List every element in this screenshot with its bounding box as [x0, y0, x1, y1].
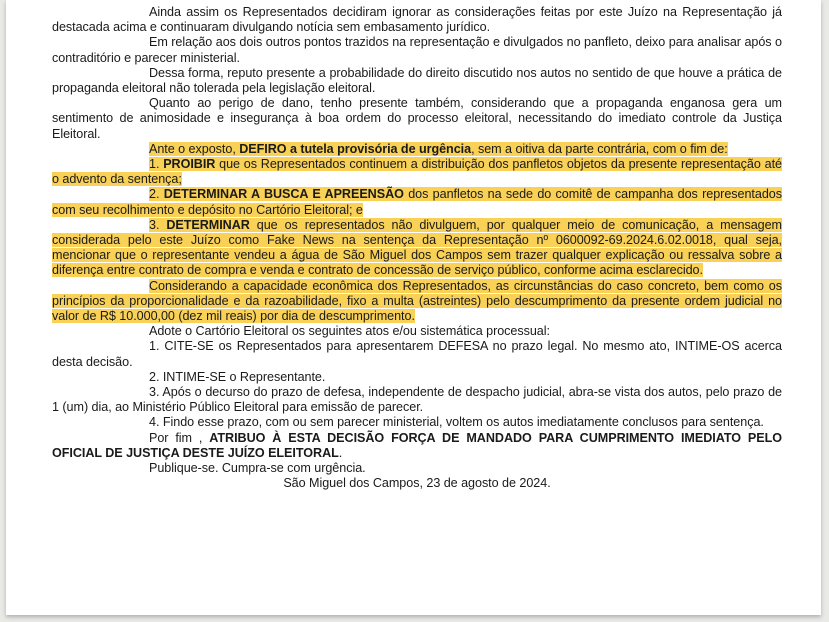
- paragraph: [52, 461, 782, 476]
- paragraph: [52, 187, 782, 217]
- text-run: Dessa forma, reputo presente a probabilidade do direito discutido nos autos no sentido de que houve a prática de propaganda eleitoral não tolerada pela legislação eleitoral.: [52, 65, 782, 96]
- bold-text: ATRIBUO À ESTA DECISÃO FORÇA DE MANDADO PARA CUMPRIMENTO IMEDIATO PELO OFICIAL DE JUSTIÇA DESTE JUÍZO ELEITORAL: [52, 430, 782, 460]
- paragraph: [52, 279, 782, 325]
- bold-text: PROIBIR: [163, 157, 216, 172]
- text-run: que os Representados continuem a distribuição dos panfletos objetos da presente representação até o advento da sentença;: [52, 157, 782, 187]
- text-run: Quanto ao perigo de dano, tenho presente também, considerando que a propaganda enganosa gera um sentimento de animosidade e insegurança à boa ordem do processo eleitoral, necessitando do imediato controle da Justiça Eleitoral.: [52, 96, 782, 141]
- highlight: [52, 279, 782, 323]
- decision-text: [52, 5, 782, 492]
- paragraph: [52, 370, 782, 385]
- highlight: [52, 157, 782, 186]
- text-run: Ainda assim os Representados decidiram ignorar as considerações feitas por este Juízo na Representação já destacada acima e continuaram divulgando notícia sem embasamento jurídico.: [52, 5, 782, 35]
- text-run: 3. Após o decurso do prazo de defesa, independente de despacho judicial, abra-se vista dos autos, pelo prazo de 1 (um) dia, ao Ministério Público Eleitoral para emissão de parecer.: [52, 385, 782, 415]
- bold-text: DEFIRO a tutela provisória de urgência: [239, 141, 472, 156]
- highlight: [52, 218, 782, 278]
- document-page: [6, 0, 821, 615]
- paragraph: [52, 142, 782, 157]
- text-run: Adote o Cartório Eleitoral os seguintes atos e/ou sistemática processual:: [149, 324, 550, 339]
- text-run: 3.: [149, 217, 167, 232]
- text-run: Ante o exposto,: [149, 141, 240, 156]
- paragraph: [52, 339, 782, 369]
- paragraph: [52, 218, 782, 279]
- paragraph: [52, 385, 782, 415]
- bold-text: DETERMINAR: [166, 217, 250, 232]
- text-run: 1.: [149, 157, 164, 172]
- paragraph: [52, 157, 782, 187]
- paragraph: [52, 5, 782, 35]
- paragraph: [52, 431, 782, 461]
- text-run: 2. INTIME-SE o Representante.: [149, 369, 326, 384]
- text-run: , sem a oitiva da parte contrária, com o fim de:: [471, 141, 728, 156]
- text-run: .: [338, 445, 343, 460]
- paragraph: [52, 415, 782, 430]
- text-run: 2.: [149, 187, 164, 202]
- highlight: [52, 187, 782, 216]
- text-run: Por fim ,: [149, 430, 210, 445]
- text-run: Em relação aos dois outros pontos trazidos na representação e divulgados no panfleto, deixo para analisar após o contraditório e parecer ministerial.: [52, 35, 782, 65]
- text-run: São Miguel dos Campos, 23 de agosto de 2024.: [283, 476, 551, 491]
- highlight: [149, 142, 728, 156]
- text-run: 4. Findo esse prazo, com ou sem parecer ministerial, voltem os autos imediatamente conclusos para sentença.: [149, 415, 764, 430]
- text-run: Publique-se. Cumpra-se com urgência.: [149, 461, 366, 476]
- text-run: que os representados não divulguem, por qualquer meio de comunicação, a mensagem considerada pelo este Juízo como Fake News na sentença da Representação nº 0600092-69.2024.6.02.0018, qual seja, mencionar que o representante vendeu a água de São Miguel dos Campos sem trazer qualquer explicação ou ressalva sobre a diferença entre contrato de compra e venda e contrato de concessão de serviço público, conforme acima esclarecido.: [52, 217, 782, 278]
- text-run: dos panfletos na sede do comitê de campanha dos representados com seu recolhimento e depósito no Cartório Eleitoral; e: [52, 187, 782, 217]
- paragraph: [52, 476, 782, 491]
- paragraph: [52, 66, 782, 96]
- text-run: Considerando a capacidade econômica dos Representados, as circunstâncias do caso concreto, bem como os princípios da proporcionalidade e da razoabilidade, fixo a multa (astreintes) pelo descumprimento da presente ordem judicial no valor de R$ 10.000,00 (dez mil reais) por dia de descumprimento.: [52, 278, 782, 324]
- text-run: 1. CITE-SE os Representados para apresentarem DEFESA no prazo legal. No mesmo ato, INTIME-OS acerca desta decisão.: [52, 339, 782, 369]
- paragraph: [52, 96, 782, 142]
- paragraph: [52, 35, 782, 65]
- bold-text: DETERMINAR A BUSCA E APREENSÃO: [163, 187, 404, 202]
- paragraph: [52, 324, 782, 339]
